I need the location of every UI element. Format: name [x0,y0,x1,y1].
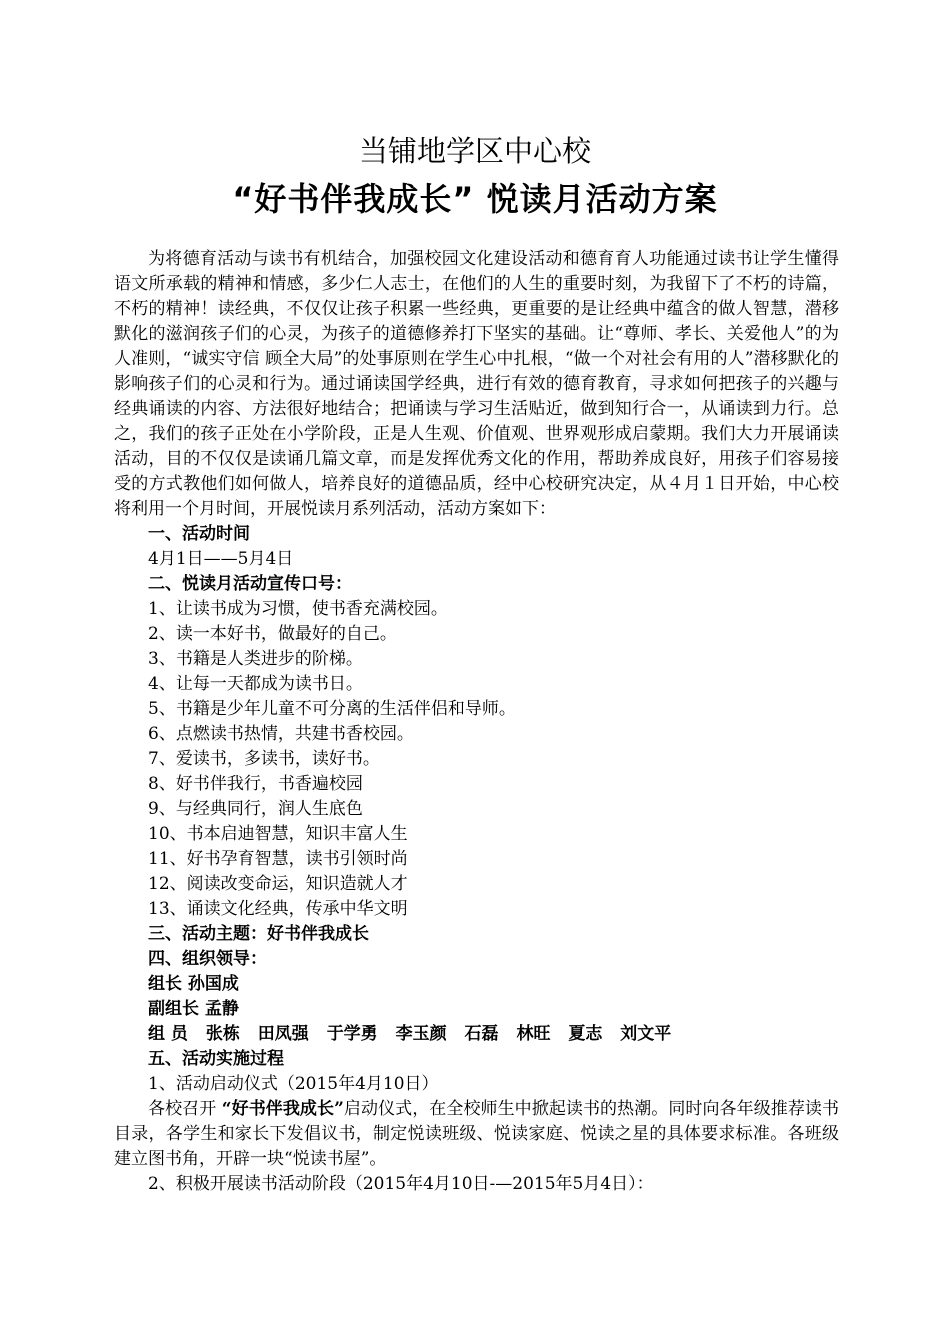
step1-paragraph [114,1097,839,1172]
slogan-item: 11、好书孕育智慧，读书引领时尚 [148,849,408,869]
slogan-item: 10、书本启迪智慧，知识丰富人生 [148,824,408,844]
section-heading-organization: 四、组织领导： [148,949,267,969]
group-members [114,1022,839,1047]
slogan-item: 9、与经典同行，润人生底色 [148,799,363,819]
member-name: 李玉颜 [395,1024,447,1044]
slogan-list [114,597,839,922]
slogan-item: 8、好书伴我行，书香遍校园 [148,774,363,794]
section-heading-time: 一、活动时间 [148,524,250,544]
activity-dates: 4月1日——5月4日 [148,549,294,569]
member-name: 夏志 [568,1024,603,1044]
section-heading-theme: 三、活动主题：好书伴我成长 [148,924,369,944]
step2-title: 2、积极开展读书活动阶段（2015年4月10日-—2015年5月4日）： [148,1174,654,1194]
slogan-item: 6、点燃读书热情，共建书香校园。 [148,724,414,744]
member-name: 张栋 [205,1024,240,1044]
step1-text-post: 启动仪式，在全校师生中掀起读书的热潮。同时向各年级推荐读书目录，各学生和家长下发倡议书，制定悦读班级、悦读家庭、悦读之星的具体要求标准。各班级建立图书角，开辟一块“悦读书屋”。 [114,1099,840,1169]
slogan-item: 2、读一本好书，做最好的自己。 [148,624,397,644]
section-heading-slogans: 二、悦读月活动宣传口号： [148,574,352,594]
member-name: 于学勇 [326,1024,378,1044]
intro-paragraph: 为将德育活动与读书有机结合，加强校园文化建设活动和德育育人功能通过读书让学生懂得语文所承载的精神和情感，多少仁人志士，在他们的人生的重要时刻，为我留下了不朽的诗篇，不朽的精神！读经典，不仅仅让孩子积累一些经典，更重要的是让经典中蕴含的做人智慧，潜移默化的滋润孩子们的心灵，为孩子的道德修养打下坚实的基础。让“尊师、孝长、关爱他人”的为人准则，“诚实守信 顾全大局”的处事原则在学生心中扎根，“做一个对社会有用的人”潜移默化的影响孩子们的心灵和行为。通过诵读国学经典，进行有效的德育教育，寻求如何把孩子的兴趣与经典诵读的内容、方法很好地结合；把诵读与学习生活贴近，做到知行合一，从诵读到力行。总之，我们的孩子正处在小学阶段，正是人生观、价值观、世界观形成启蒙期。我们大力开展诵读活动，目的不仅仅是读诵几篇文章，而是发挥优秀文化的作用，帮助养成良好，用孩子们容易接受的方式教他们如何做人，培养良好的道德品质，经中心校研究决定，从４月１日开始，中心校将利用一个月时间，开展悦读月系列活动，活动方案如下： [114,249,839,519]
deputy-leader: 副组长 孟静 [148,999,239,1019]
step1-text-pre: 各校召开 [148,1099,222,1119]
step1-title: 1、活动启动仪式（2015年4月10日） [148,1074,439,1094]
member-name: 林旺 [516,1024,551,1044]
slogan-item: 4、让每一天都成为读书日。 [148,674,363,694]
group-leader: 组长 孙国成 [148,974,239,994]
slogan-item: 12、阅读改变命运，知识造就人才 [148,874,408,894]
step1-text-bold: “好书伴我成长” [221,1099,344,1119]
slogan-item: 5、书籍是少年儿童不可分离的生活伴侣和导师。 [148,699,516,719]
slogan-item: 7、爱读书，多读书，读好书。 [148,749,380,769]
member-name: 刘文平 [620,1024,672,1044]
slogan-item: 3、书籍是人类进步的阶梯。 [148,649,363,669]
document-body [114,247,839,1197]
slogan-item: 13、诵读文化经典，传承中华文明 [148,899,408,919]
member-name: 石磊 [464,1024,499,1044]
slogan-item: 1、让读书成为习惯，使书香充满校园。 [148,599,448,619]
section-heading-process: 五、活动实施过程 [148,1049,284,1069]
members-label: 组 员 [148,1024,188,1044]
school-name: 当铺地学区中心校 [358,134,591,168]
document-title: “好书伴我成长” 悦读月活动方案 [232,180,718,218]
member-name: 田凤强 [257,1024,309,1044]
